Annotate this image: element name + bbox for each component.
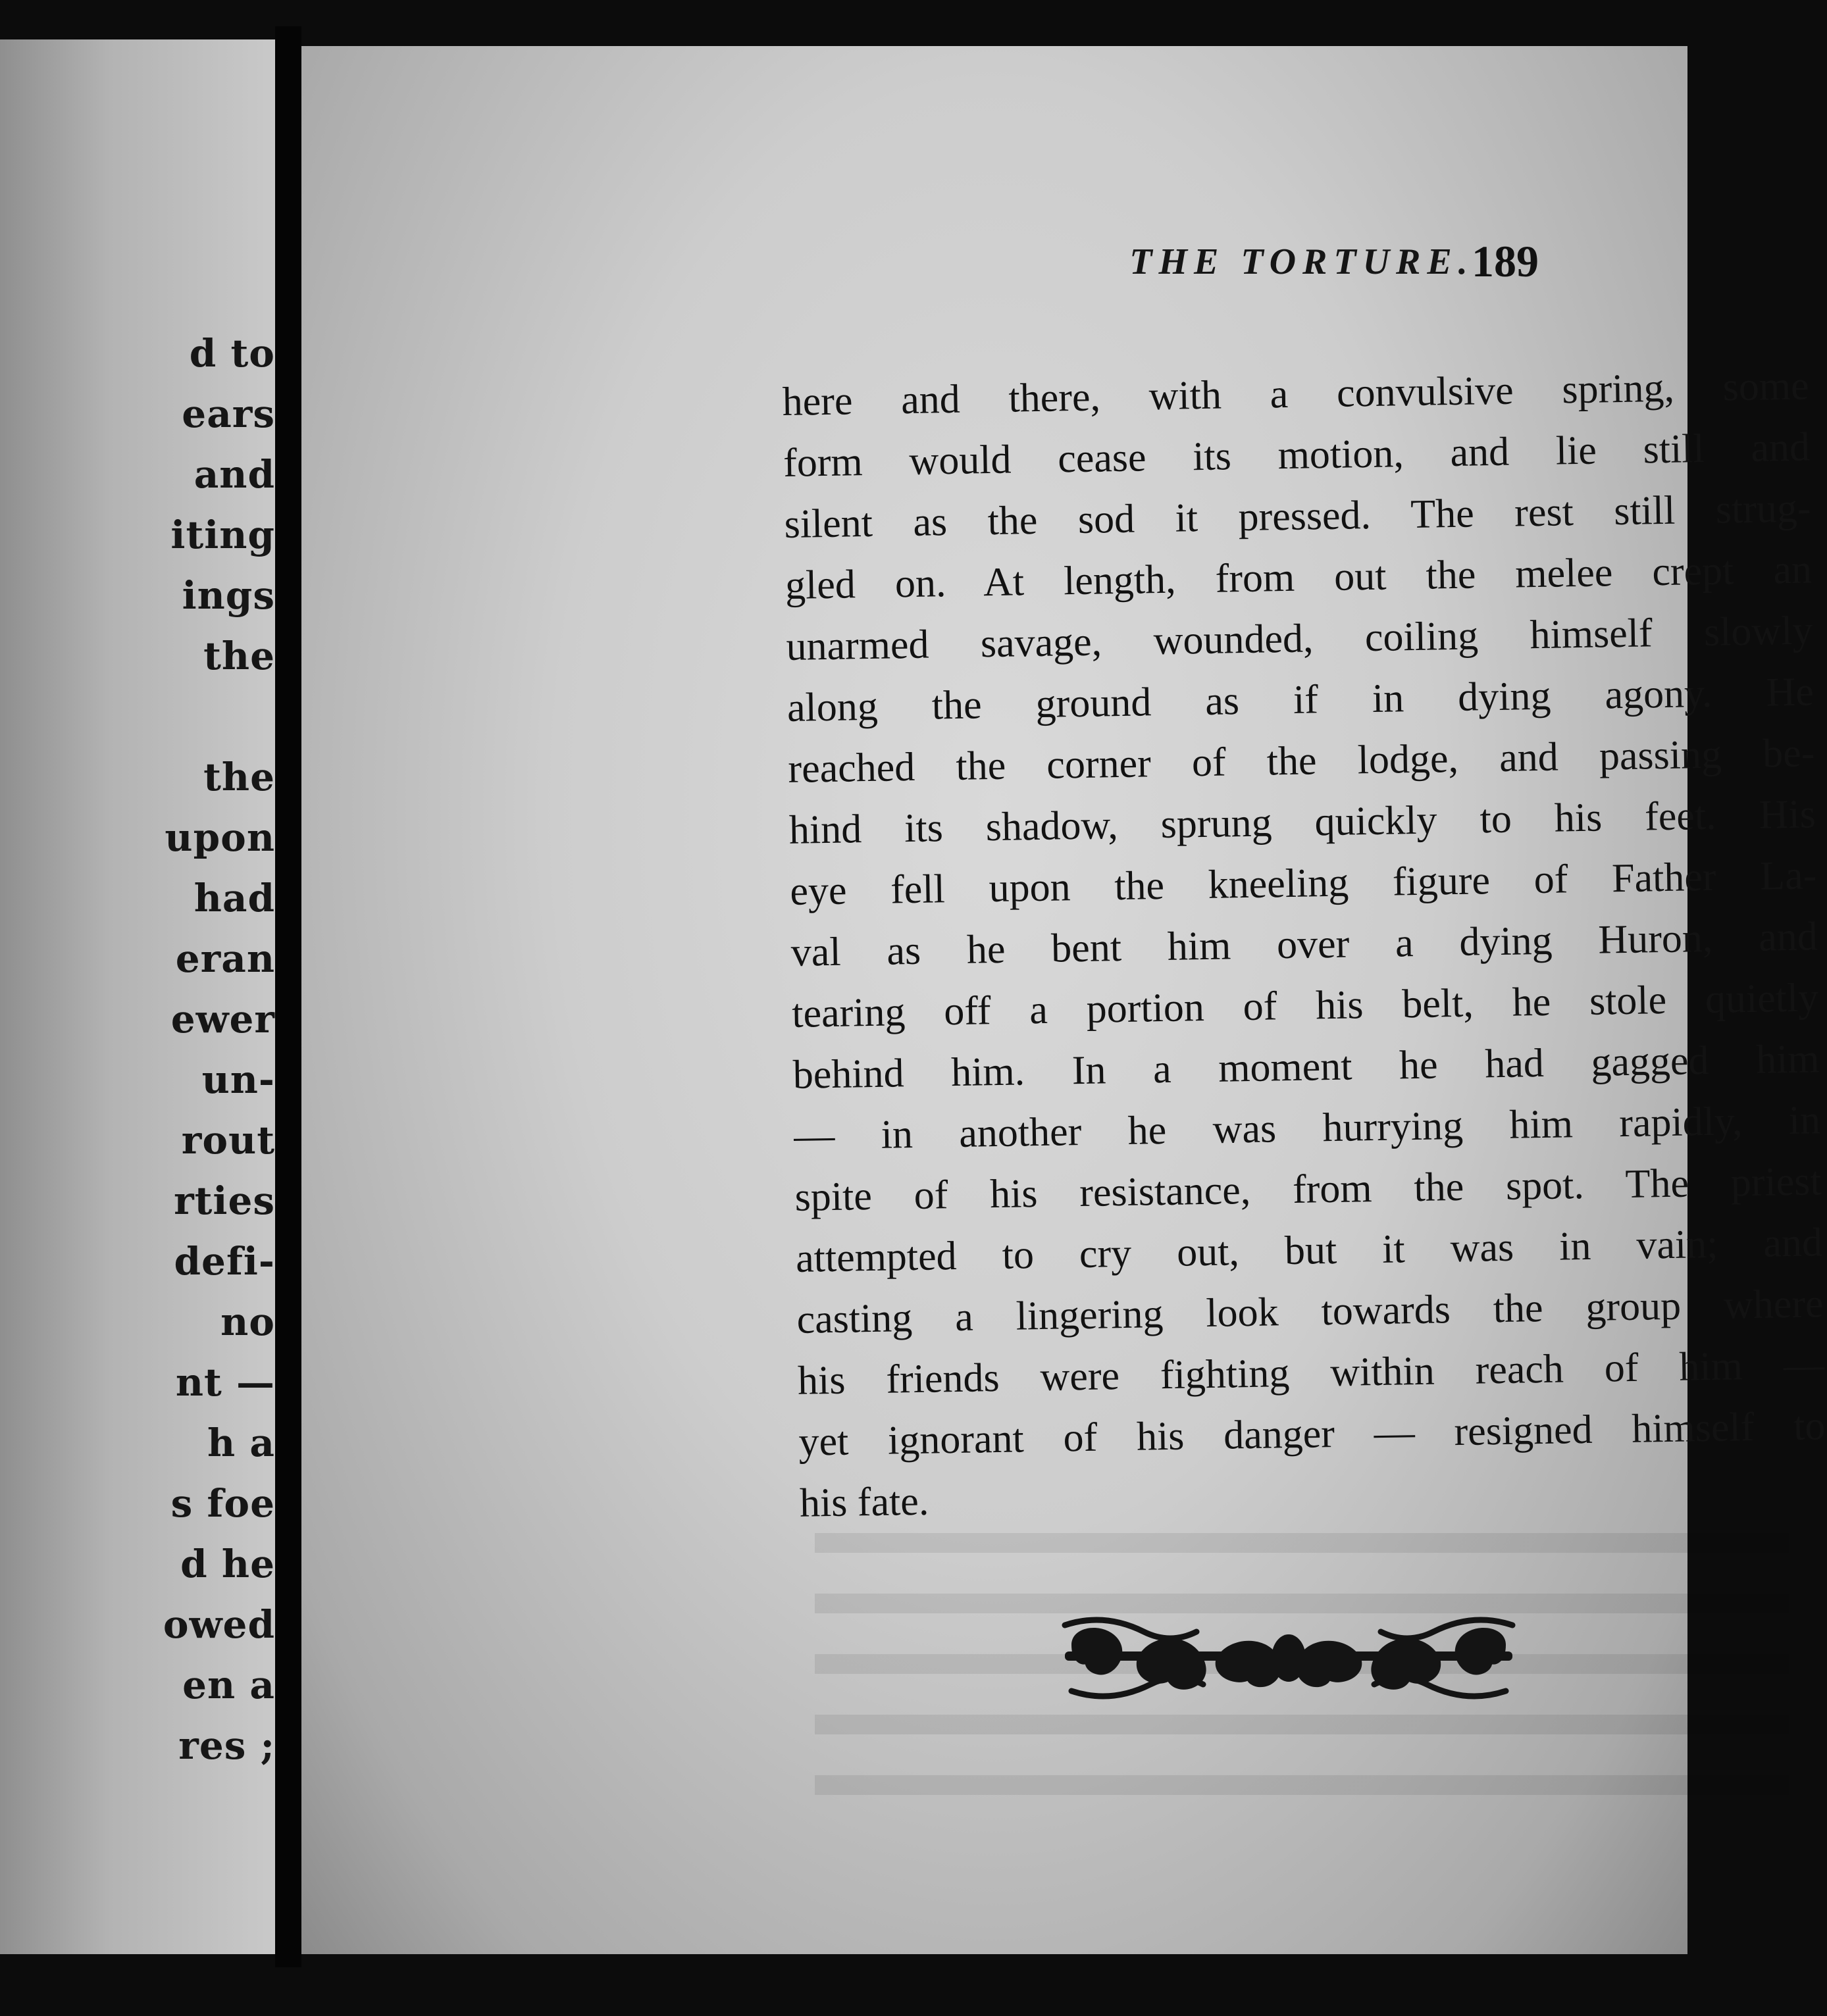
text-line: gled on. At length, from out the melee crept an	[785, 547, 1813, 608]
text-line: val as he bent him over a dying Huron, and	[790, 914, 1818, 975]
facing-page-fragment: res ;	[178, 1723, 275, 1768]
text-line: attempted to cry out, but it was in vain; and	[795, 1220, 1823, 1281]
facing-page-fragment: no	[220, 1299, 275, 1344]
page-number: 189	[1472, 236, 1539, 286]
facing-page-fragment: had	[193, 876, 275, 920]
facing-page-fragment: the	[203, 634, 275, 678]
facing-page-fragment: ings	[182, 573, 275, 618]
facing-page-fragment: ewer	[170, 997, 275, 1042]
facing-page-fragment: iting	[170, 513, 275, 557]
text-line: yet ignorant of his danger — resigned himself to	[798, 1403, 1826, 1465]
text-line: along the ground as if in dying agony. He	[786, 669, 1814, 730]
text-line: unarmed savage, wounded, coiling himself slowly	[786, 608, 1813, 669]
facing-page-fragment: d he	[180, 1542, 275, 1586]
text-line: eye fell upon the kneeling figure of Father La-	[789, 853, 1817, 914]
facing-page-fragment: h a	[207, 1421, 275, 1465]
facing-page-fragment: upon	[165, 815, 275, 860]
facing-page-fragment: d to	[189, 331, 275, 376]
body-text	[782, 355, 1827, 1534]
text-line: — in another he was hurrying him rapidly, in	[793, 1097, 1821, 1159]
chapter-title: THE TORTURE.	[1129, 241, 1474, 282]
text-line: behind him. In a moment he had gagged him	[792, 1036, 1820, 1097]
ornament-tailpiece-icon	[1052, 1605, 1526, 1711]
facing-page-fragment: rties	[174, 1178, 275, 1223]
facing-page-fragment: rout	[181, 1118, 275, 1163]
facing-page-fragment: owed	[163, 1602, 275, 1647]
facing-page-fragment: en a	[182, 1663, 275, 1707]
facing-page-fragment: eran	[175, 936, 275, 981]
text-line-last: his fate.	[799, 1478, 929, 1526]
text-line: silent as the sod it pressed. The rest still strug-	[784, 486, 1811, 547]
facing-page-fragment: defi-	[174, 1239, 275, 1284]
facing-page-edge	[0, 39, 275, 1954]
text-line: casting a lingering look towards the group where	[796, 1281, 1824, 1342]
text-line: reached the corner of the lodge, and passing be-	[787, 730, 1815, 792]
text-line: form would cease its motion, and lie still and	[783, 424, 1811, 486]
text-line: here and there, with a convulsive spring, some	[782, 363, 1810, 424]
facing-page-fragment: ears	[182, 391, 275, 436]
running-header	[815, 236, 1539, 300]
book-gutter	[275, 26, 301, 1967]
text-line: spite of his resistance, from the spot. The priest	[794, 1159, 1822, 1220]
facing-page-fragment: un-	[201, 1057, 275, 1102]
facing-page-fragment: the	[203, 755, 275, 799]
facing-page-fragment: nt —	[175, 1360, 275, 1405]
facing-page-fragment: and	[193, 452, 275, 497]
text-line: tearing off a portion of his belt, he stole quietly	[791, 975, 1819, 1036]
text-line: his friends were fighting within reach of him —	[797, 1342, 1825, 1403]
facing-page-fragment: s foe	[170, 1481, 275, 1526]
book-page	[301, 46, 1826, 1954]
text-line: hind its shadow, sprung quickly to his feet. His	[788, 792, 1816, 853]
